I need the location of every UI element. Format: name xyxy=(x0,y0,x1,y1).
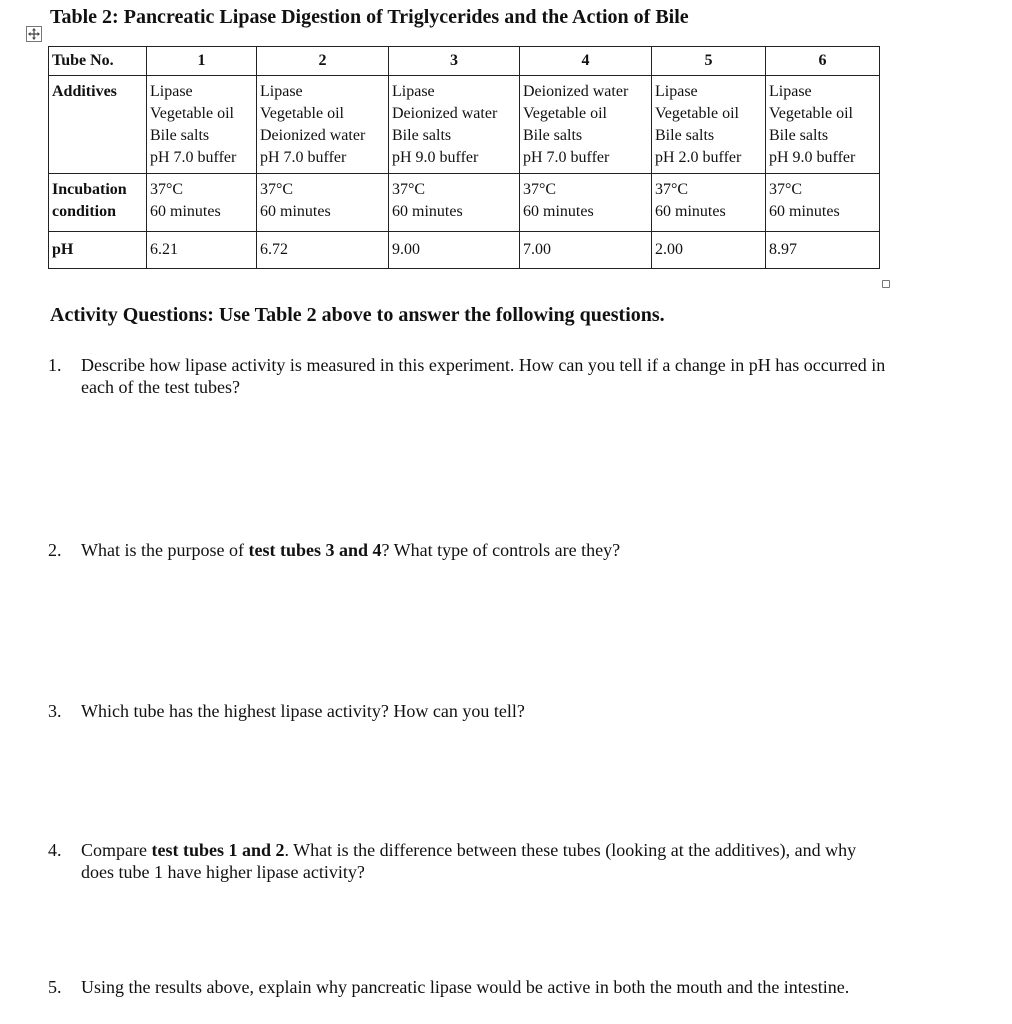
question-number: 1. xyxy=(48,355,62,375)
question-emphasis: test tubes 3 and 4 xyxy=(248,540,382,560)
additive-item: pH 7.0 buffer xyxy=(150,149,237,166)
additive-item: Lipase xyxy=(392,83,435,100)
additive-item: pH 9.0 buffer xyxy=(769,149,856,166)
incubation-temperature: 37°C xyxy=(655,181,689,198)
question-number: 3. xyxy=(48,701,62,721)
additives-cell-1 xyxy=(147,76,257,174)
ph-label: pH xyxy=(49,232,147,269)
ph-value-3: 9.00 xyxy=(389,232,520,269)
additive-item: Bile salts xyxy=(769,127,829,144)
incubation-temperature: 37°C xyxy=(769,181,803,198)
additive-item: Deionized water xyxy=(260,127,366,144)
incubation-row xyxy=(49,174,880,232)
question-text: Using the results above, explain why pancreatic lipase would be active in both the mouth and the intestine. xyxy=(81,977,850,997)
additive-item: Deionized water xyxy=(523,83,629,100)
incubation-temperature: 37°C xyxy=(260,181,294,198)
incubation-duration: 60 minutes xyxy=(769,203,840,220)
ph-value-6: 8.97 xyxy=(766,232,880,269)
ph-value-4: 7.00 xyxy=(520,232,652,269)
additive-item: pH 7.0 buffer xyxy=(523,149,610,166)
tube-number-3: 3 xyxy=(389,47,520,76)
question-text: Describe how lipase activity is measured in this experiment. How can you tell if a change in pH has occurred in each of the test tubes? xyxy=(81,355,886,397)
incubation-cell-3 xyxy=(389,174,520,232)
incubation-duration: 60 minutes xyxy=(260,203,331,220)
incubation-label-line: condition xyxy=(52,203,117,220)
additive-item: Bile salts xyxy=(392,127,452,144)
incubation-cell-6 xyxy=(766,174,880,232)
incubation-duration: 60 minutes xyxy=(150,203,221,220)
additive-item: Vegetable oil xyxy=(150,105,234,122)
additives-cell-6 xyxy=(766,76,880,174)
tube-no-header: Tube No. xyxy=(49,47,147,76)
question-text-part: What is the purpose of xyxy=(81,540,249,560)
question-text: Which tube has the highest lipase activity? How can you tell? xyxy=(81,701,525,721)
incubation-cell-5 xyxy=(652,174,766,232)
additive-item: Lipase xyxy=(655,83,698,100)
move-arrows-icon xyxy=(28,28,40,40)
question-text-part: . What is the difference between these tubes (looking at the additives), and why does tube 1 have higher lipase activity? xyxy=(81,840,857,882)
question-emphasis: test tubes 1 and 2 xyxy=(151,840,285,860)
incubation-cell-4 xyxy=(520,174,652,232)
additive-item: Lipase xyxy=(150,83,193,100)
question-number: 5. xyxy=(48,977,62,997)
question-text-part: Compare xyxy=(81,840,152,860)
incubation-label-line: Incubation xyxy=(52,181,127,198)
incubation-cell-2 xyxy=(257,174,389,232)
tube-number-1: 1 xyxy=(147,47,257,76)
additive-item: pH 7.0 buffer xyxy=(260,149,347,166)
question-number: 2. xyxy=(48,540,62,560)
activity-questions-heading: Activity Questions: Use Table 2 above to answer the following questions. xyxy=(50,304,665,326)
question-text-part: ? What type of controls are they? xyxy=(381,540,621,560)
incubation-cell-1 xyxy=(147,174,257,232)
question-3 xyxy=(48,700,888,722)
tube-number-5: 5 xyxy=(652,47,766,76)
question-number: 4. xyxy=(48,840,62,860)
tube-number-2: 2 xyxy=(257,47,389,76)
question-5 xyxy=(48,976,888,998)
additive-item: Lipase xyxy=(769,83,812,100)
additive-item: pH 9.0 buffer xyxy=(392,149,479,166)
question-2 xyxy=(48,539,888,561)
table-header-row xyxy=(49,47,880,76)
incubation-temperature: 37°C xyxy=(392,181,426,198)
question-4 xyxy=(48,839,888,883)
additives-row xyxy=(49,76,880,174)
incubation-temperature: 37°C xyxy=(150,181,184,198)
additive-item: Vegetable oil xyxy=(260,105,344,122)
additives-cell-4 xyxy=(520,76,652,174)
table-title: Table 2: Pancreatic Lipase Digestion of Triglycerides and the Action of Bile xyxy=(50,6,689,28)
additive-item: Bile salts xyxy=(523,127,583,144)
ph-value-1: 6.21 xyxy=(147,232,257,269)
table-resize-handle[interactable] xyxy=(882,280,890,288)
incubation-label xyxy=(49,174,147,232)
additive-item: Vegetable oil xyxy=(523,105,607,122)
additive-item: Vegetable oil xyxy=(769,105,853,122)
incubation-duration: 60 minutes xyxy=(392,203,463,220)
question-1 xyxy=(48,354,888,398)
additives-cell-3 xyxy=(389,76,520,174)
additive-item: Deionized water xyxy=(392,105,498,122)
additives-label: Additives xyxy=(49,76,147,174)
tube-number-4: 4 xyxy=(520,47,652,76)
incubation-duration: 60 minutes xyxy=(523,203,594,220)
additive-item: Vegetable oil xyxy=(655,105,739,122)
incubation-duration: 60 minutes xyxy=(655,203,726,220)
tube-number-6: 6 xyxy=(766,47,880,76)
additive-item: Lipase xyxy=(260,83,303,100)
additive-item: Bile salts xyxy=(655,127,715,144)
question-text xyxy=(81,539,888,561)
additive-item: Bile salts xyxy=(150,127,210,144)
additives-cell-5 xyxy=(652,76,766,174)
incubation-temperature: 37°C xyxy=(523,181,557,198)
ph-value-5: 2.00 xyxy=(652,232,766,269)
lipase-table xyxy=(48,46,880,269)
ph-value-2: 6.72 xyxy=(257,232,389,269)
table-move-handle[interactable] xyxy=(26,26,42,42)
ph-row xyxy=(49,232,880,269)
additive-item: pH 2.0 buffer xyxy=(655,149,742,166)
question-text xyxy=(81,839,888,883)
additives-cell-2 xyxy=(257,76,389,174)
